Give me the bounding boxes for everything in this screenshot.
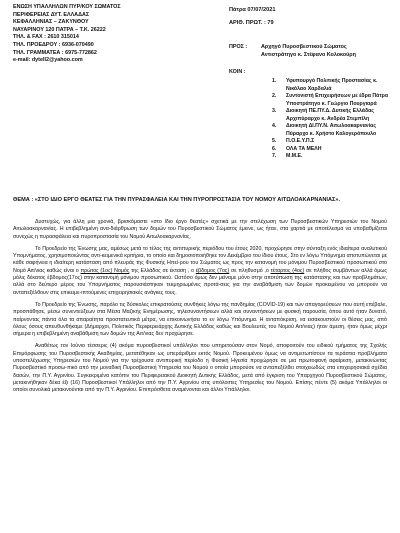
body-text: της Ελλάδος σε έκταση , ο [129,267,196,274]
to-label: ΠΡΟΣ : [229,44,248,50]
cc-number: 6. [272,145,277,152]
cc-text: Διοικητή ΔΙ.ΠΥ.Ν. Αιτωλοακαρνανίας Πύραρχο κ. Χρήστο Καλογερόπουλο [286,123,377,137]
sender-line: ΤΗΛ. ΠΡΟΕΔΡΟΥ : 6936-070490 [13,41,94,48]
protocol-number: ΑΡΙΘ. ΠΡΩΤ. : 79 [229,19,274,26]
body-paragraph [13,246,387,297]
underlined-text: τέταρτος (4ος) [270,267,305,274]
cc-text: Μ.Μ.Ε. [286,153,303,159]
sender-email: e-mail: dytell2@yahoo.com [13,57,83,64]
cc-number: 4. [272,123,277,129]
sender-block [13,4,203,65]
letter-body [13,219,387,400]
cc-list [272,78,396,161]
cc-item [272,138,396,146]
body-paragraph: Το Προεδρείο της Ένωσης, παρόλο τις δύσκολες επικρατούσες συνθήκες λόγω της πανδημίας (COVID-19) και των απαγορεύσεων που αυτή επέβαλε, προσπάθησε, μέσω συνεντεύξεων στα Μέσα Μαζικής Ενημέρωσης, τηλεσυναντήσεων αλλά και συναντήσεων με φυσική παρουσία, όπου αυτό ήταν δυνατό, παίρνοντας πάντα όλα τα απαραίτητα προστατευτικά μέτρα, να επικοινωνήσει το εν λόγω Υπόμνημα. Η ανταπόκριση, να εισακουστούν οι θέσεις μας, από όλους όσους απευθυνθήκαμε (Δήμαρχοι, Πολιτικός Περιφερειάρχης Δυτικής Ελλάδας καθώς και Βουλευτές του Νομού Αιτ/νιας) ήταν άμεση, ήταν όμως μέχρι σήμερα η επιβεβλημένη αναβάθμιση των δομών της Αιτ/νιας δεν προχώρησε. [13,301,387,338]
cc-item [272,153,396,161]
to-recipient: Αντιστράτηγο κ. Στέφανο Κολοκούρη [261,51,356,58]
cc-number: 5. [272,138,277,144]
cc-text: Π.Ο.Ε.Υ.Π.Σ [286,138,315,144]
cc-label: ΚΟΙΝ : [229,69,246,75]
sender-line: ΤΗΛ. & FAX : 2610 315014 [13,34,79,41]
cc-item [272,108,396,123]
cc-text: Διοικητή ΠΕ.ΠΥ.Δ. Δυτικής Ελλάδας Αρχιπύραρχο κ. Ανδρέα Στεμπίλη [286,108,375,122]
sender-line: ΕΝΩΣΗ ΥΠΑΛΛΗΛΩΝ ΠΥΡ/ΚΟΥ ΣΩΜΑΤΟΣ [13,4,121,10]
sender-line: ΝΑΥΑΡΙΝΟΥ 120 ΠΑΤΡΑ – Τ.Κ. 26222 [13,26,106,33]
cc-text: ΟΛΑ ΤΑ ΜΕΛΗ [286,145,322,152]
cc-text: Υφυπουργό Πολιτικής Προστασίας κ. Νικόλαο Χαρδαλιά [286,78,378,92]
cc-text: Συντονιστή Επιχειρήσεων με έδρα Πάτρα Υποστράτηγο κ. Γεώργιο Πουργιαρά [286,93,389,107]
cc-number: 3. [272,108,277,114]
body-text: σε πλήθος συμβάντων αλλά όμως μόλις δέκατος έβδομος(17ος) στην κατανομή μόνιμου προσωπικού. Ωστόσο όμως δεν μείναμε μόνο στην αποτύπωση της κατάστασης και των προβλημάτων, αλλά στο δεύτερο μέρος του Υπομνήματος παρουσιάστηκαν τεκμηριωμένες προτά-σεις για την αναβάθμιση των δομών προκειμένου να μπορούν να ανταπεξέλθουν στις επικειμε-ιπτούμενες επιχειρησιακές ανάγκες τους. [13,267,387,296]
cc-number: 7. [272,153,277,159]
subject-line: ΘΕΜΑ : «ΣΤΟ ΙΔΙΟ ΕΡΓΟ ΘΕΑΤΕΣ ΓΙΑ ΤΗΝ ΠΥΡΑΣΦΑΛΕΙΑ ΚΑΙ ΤΗΝ ΠΥΡΟΠΡΟΣΤΑΣΙΑ ΤΟΥ ΝΟΜΟΥ ΑΙΤΩΛΟΑΚΑΡΝΑΝΙΑΣ». [13,197,341,203]
sender-line: ΤΗΛ. ΓΡΑΜΜΑΤΕΑ : 6975-772862 [13,49,97,56]
to-list [261,44,356,59]
sender-line: ΠΕΡΙΦΕΡΕΙΑΣ ΔΥΤ. ΕΛΛΑΔΑΣ [13,11,90,18]
cc-item [272,93,396,108]
meta-block [229,4,275,29]
cc-item [272,146,396,154]
body-paragraph: Αναθέτως τον Ιούνιο τέσσερις (4) ακόμα πυροσβεστικοί υπάλληλοι που υπηρετούσαν στον Νομό, αποφοιτούν του ειδικού τμήματος της Σχολής Επιμόρφωσης του Πυροσβεστικής Ακαδημίας, μετατέθηκαν ως υπεράριθμοι εκτός Νομού. Προκειμένου όμως να αντιμετωπίσουν τα τεράστια προβλήματα υποστελέχωσης Υπηρεσιών του Νομού για την τρέχουσα αντιπυρική περίοδο η Φυσική Ηγεσία προχώρησε σε μια πρωτοφανή αφαίρεση, μετακινώντας Πυροσβεστικό προσω-πικό από την μοναδική Πυροσβεστική Υπηρεσία του Νομού ο οποία μπορούσε να ανταπεξέλθει στοιχειωδώς στα επιχειρησιακά σχέδια δασών, την Π.Υ. Αγρινίου. Συγκεκριμένα κατόπιν του Περιφερειακού Διοικητή Δυτικής Ελλάδος, μετά από έγκριση του Υπαρχηγού Πυροσβεστικού Σώματος, μετακινήθηκαν δέκα έξι (16) Πυροσβεστικοί Υπάλληλοι από την Π.Υ. Αγρινίου στις υπόλοιπες Υπηρεσίες του Νομού. Επίσης πέντε (5) ακόμα Υπάλληλοι οι οποίοι συνολικά μετακινούνται από την Π.Υ. Αγρινίου. Επιπρόσθετα αναμένονται και άλλοι Υπάλληλοι. [13,343,387,394]
cc-item [272,78,396,93]
underlined-text: πρώτος (1ος) Νομός [80,267,130,274]
body-paragraph: Δυστυχώς, για άλλη μια χρονιά, βρισκόμαστε «στο ίδιο έργο θεατές» σχετικά με την στελέχωση των Πυροσβεστικών Υπηρεσιών του Νομού Αιτωλοακαρνανίας. Η επιβεβλημένη ανα-διάρθρωση των δομών του Πυροσβεστικού Σώματος έμεινε, ως ήταν, στα χαρτιά με αποτέλεσμα να υποβαθμίζεται συνεχώς η πυρασφάλεια και πυροπροστασία του Νομού Αιτωλοακαρνανίας. [13,219,387,240]
body-text: σε πληθυσμό ,ο [229,267,271,274]
cc-item [272,123,396,138]
cc-number: 2. [272,93,277,99]
underlined-text: έβδομος (7ος) [195,267,230,274]
to-recipient: Αρχηγό Πυροσβεστικού Σώματος [261,44,347,50]
sender-line: ΚΕΦΑΛΛΗΝΙΑΣ – ΖΑΚΥΝΘΟΥ [13,19,89,26]
body-text: Το Προεδρείο της Ένωσης μας, αμέσως μετά το τέλος της αντιπυρικής περιόδου του έτους 2020, προχώρησε στην σύνταξη ενός ιδιαίτερα αναλυτικού Υπομνήματος, χρησιμοποιώντας αντι-κειμενικά κριτήρια, το οποίο και δημοσιοποιήθηκε τον Δεκέμβριο του ίδιου έτους. Στο εν λόγω Υπόμνημα αποτυπώνεται με κάθε σαφήνεια η ιδιαίτερη κατάσταση από πλευράς της Φυσικής Ηπεί-ρου του Σώματος ως προς την κατανομή του μόνιμου Πυροσβεστικού προσωπικού στο Νομό Αιτ/νιας καθώς είναι ο [13,245,387,274]
cc-number: 1. [272,78,277,84]
date: Πάτρα 07/07/2021 [229,7,276,13]
